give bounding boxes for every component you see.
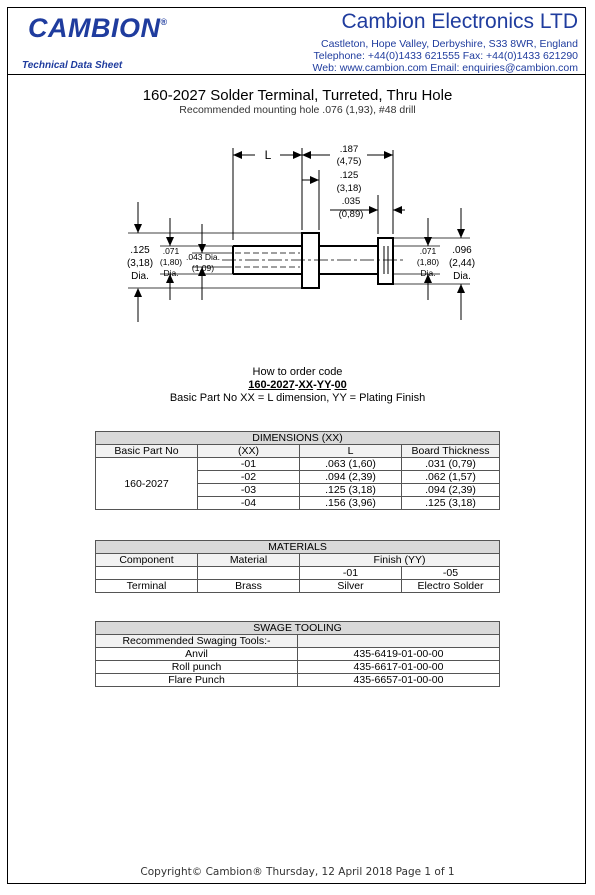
col-component: Component (96, 554, 198, 567)
dim-187-metric: (4,75) (336, 156, 362, 167)
table-cell: -04 (198, 497, 300, 510)
table-cell: Silver (300, 580, 402, 593)
dim-left-071-dia: Dia. (163, 268, 179, 278)
table-cell: .031 (0,79) (402, 458, 500, 471)
dim-right-071-dia: Dia. (420, 268, 436, 278)
order-explanation: Basic Part No XX = L dimension, YY = Plating Finish (169, 392, 426, 404)
part-number-cell: 160-2027 (96, 458, 198, 510)
dim-035: .035 (341, 196, 361, 207)
dim-left-043-metric: (1,09) (191, 263, 215, 273)
table-header-row (96, 635, 500, 648)
materials-caption: MATERIALS (96, 541, 500, 554)
col-finish: Finish (YY) (300, 554, 500, 567)
dim-right-071: .071 (419, 246, 437, 256)
document-tagline: Technical Data Sheet (22, 60, 123, 71)
dimensions-caption: DIMENSIONS (XX) (96, 432, 500, 445)
table-cell: Terminal (96, 580, 198, 593)
swage-tooling-table (95, 621, 500, 687)
table-cell: .063 (1,60) (300, 458, 402, 471)
table-cell: Electro Solder (402, 580, 500, 593)
table-cell: .156 (3,96) (300, 497, 402, 510)
table-cell: .094 (2,39) (300, 471, 402, 484)
table-cell (198, 567, 300, 580)
table-cell: .125 (3,18) (300, 484, 402, 497)
col-L: L (300, 445, 402, 458)
dim-right-096-metric: (2,44) (448, 258, 476, 269)
col-board-thickness: Board Thickness (402, 445, 500, 458)
table-cell: .094 (2,39) (402, 484, 500, 497)
company-phone: Telephone: +44(0)1433 621555 Fax: +44(0)1433 621290 (313, 50, 578, 62)
finish-code-05: -05 (402, 567, 500, 580)
dim-left-125-dia: Dia. (131, 271, 149, 282)
table-row (96, 567, 500, 580)
materials-table (95, 540, 500, 593)
table-cell: Flare Punch (96, 674, 298, 687)
dim-L-label: L (264, 148, 272, 162)
dim-right-096-dia: Dia. (453, 271, 471, 282)
table-cell: 435-6617-01-00-00 (298, 661, 500, 674)
dim-left-071-metric: (1,80) (159, 257, 183, 267)
dim-125-top: .125 (339, 170, 359, 181)
table-cell: -02 (198, 471, 300, 484)
table-cell: -01 (198, 458, 300, 471)
swage-caption: SWAGE TOOLING (96, 622, 500, 635)
col-xx: (XX) (198, 445, 300, 458)
page-footer: Copyright© Cambion® Thursday, 12 April 2018 Page 1 of 1 (140, 866, 455, 878)
table-row (96, 458, 500, 471)
table-cell: .062 (1,57) (402, 471, 500, 484)
table-cell (96, 567, 198, 580)
dim-187: .187 (339, 144, 359, 155)
table-cell: Roll punch (96, 661, 298, 674)
table-header-row (96, 445, 500, 458)
dim-left-043: .043 Dia. (185, 252, 221, 262)
table-row (96, 648, 500, 661)
table-cell: -03 (198, 484, 300, 497)
table-row (96, 661, 500, 674)
col-recommended-tools: Recommended Swaging Tools:- (96, 635, 298, 648)
header-divider (7, 74, 586, 75)
company-address: Castleton, Hope Valley, Derbyshire, S33 8WR, England (321, 38, 578, 50)
dim-125-top-metric: (3,18) (336, 183, 362, 194)
table-cell (298, 635, 500, 648)
table-cell: 435-6657-01-00-00 (298, 674, 500, 687)
dim-right-071-metric: (1,80) (416, 257, 440, 267)
table-cell: 435-6419-01-00-00 (298, 648, 500, 661)
company-logo: CAMBION® (28, 13, 168, 43)
company-name: Cambion Electronics LTD (341, 10, 578, 33)
table-row (96, 580, 500, 593)
table-cell: .125 (3,18) (402, 497, 500, 510)
table-header-row (96, 554, 500, 567)
order-heading: How to order code (252, 366, 343, 378)
dim-035-metric: (0,89) (338, 209, 364, 220)
dim-left-125-metric: (3,18) (126, 258, 154, 269)
table-cell: Brass (198, 580, 300, 593)
dimensions-table (95, 431, 500, 510)
dim-left-125: .125 (130, 245, 150, 256)
table-cell: Anvil (96, 648, 298, 661)
col-basic-part: Basic Part No (96, 445, 198, 458)
dim-left-071: .071 (162, 246, 180, 256)
dim-right-096: .096 (452, 245, 472, 256)
terminal-drawing (0, 130, 595, 340)
order-code: 160-2027-XX-YY-00 (248, 379, 347, 391)
page-subtitle: Recommended mounting hole .076 (1,93), #48 drill (179, 104, 416, 116)
table-row (96, 674, 500, 687)
page-title: 160-2027 Solder Terminal, Turreted, Thru Hole (142, 87, 453, 104)
col-material: Material (198, 554, 300, 567)
finish-code-01: -01 (300, 567, 402, 580)
company-web: Web: www.cambion.com Email: enquiries@cambion.com (312, 62, 578, 74)
